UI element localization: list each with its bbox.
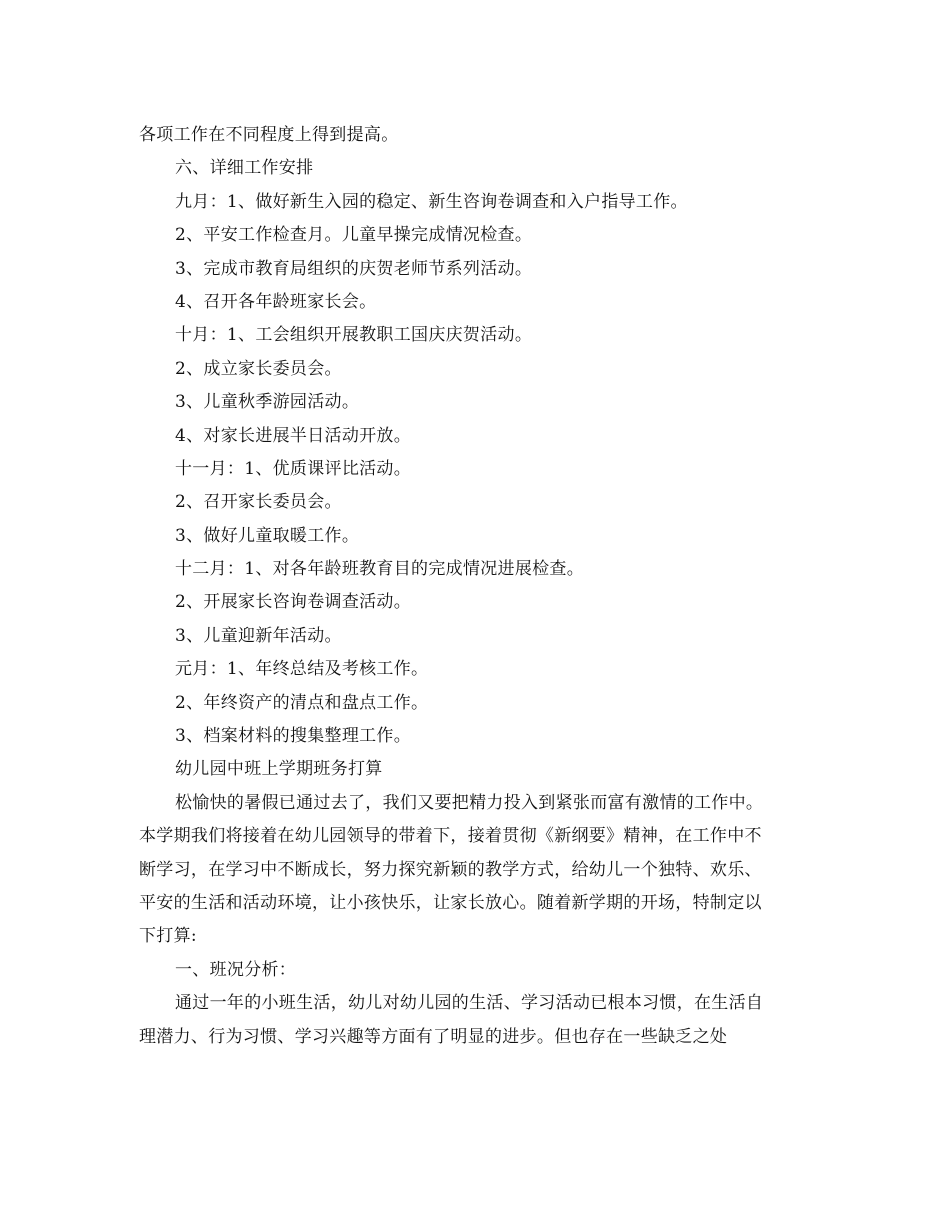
text-line: 元月：1、年终总结及考核工作。 bbox=[175, 659, 429, 680]
text-line: 十二月：1、对各年龄班教育目的完成情况进展检查。 bbox=[175, 559, 585, 580]
text-line: 4、对家长进展半日活动开放。 bbox=[175, 425, 412, 446]
text-line: 2、召开家长委员会。 bbox=[175, 492, 342, 513]
text-line: 各项工作在不同程度上得到提高。 bbox=[139, 125, 399, 145]
document-subtitle: 幼儿园中班上学期班务打算 bbox=[175, 759, 383, 780]
text-line: 2、平安工作检查月。儿童早操完成情况检查。 bbox=[175, 225, 533, 246]
text-line: 2、开展家长咨询卷调查活动。 bbox=[175, 592, 412, 613]
section-heading: 一、班况分析： bbox=[175, 959, 297, 980]
text-line: 断学习，在学习中不断成长，努力探究新颖的教学方式，给幼儿一个独特、欢乐、 bbox=[139, 859, 762, 880]
text-line: 3、完成市教育局组织的庆贺老师节系列活动。 bbox=[175, 258, 533, 279]
text-line: 九月：1、做好新生入园的稳定、新生咨询卷调查和入户指导工作。 bbox=[175, 191, 688, 212]
text-line: 松愉快的暑假已通过去了，我们又要把精力投入到紧张而富有激情的工作中。 bbox=[175, 792, 764, 813]
text-line: 平安的生活和活动环境，让小孩快乐，让家长放心。随着新学期的开场，特制定以 bbox=[139, 892, 762, 913]
document-body bbox=[139, 119, 819, 1054]
text-line: 理潜力、行为习惯、学习兴趣等方面有了明显的进步。但也存在一些缺乏之处 bbox=[139, 1026, 728, 1047]
text-line: 十月：1、工会组织开展教职工国庆庆贺活动。 bbox=[175, 325, 533, 346]
text-line: 3、档案材料的搜集整理工作。 bbox=[175, 726, 412, 747]
text-line: 十一月：1、优质课评比活动。 bbox=[175, 458, 412, 479]
text-line: 通过一年的小班生活，幼儿对幼儿园的生活、学习活动已根本习惯，在生活自 bbox=[175, 993, 764, 1014]
section-heading: 六、详细工作安排 bbox=[175, 158, 314, 179]
text-line: 下打算: bbox=[139, 926, 197, 947]
text-line: 3、儿童迎新年活动。 bbox=[175, 625, 342, 646]
text-line: 3、儿童秋季游园活动。 bbox=[175, 392, 360, 413]
text-line: 3、做好儿童取暖工作。 bbox=[175, 525, 360, 546]
text-line: 4、召开各年龄班家长会。 bbox=[175, 291, 377, 312]
text-line: 本学期我们将接着在幼儿园领导的带着下，接着贯彻《新纲要》精神，在工作中不 bbox=[139, 826, 762, 847]
text-line: 2、年终资产的清点和盘点工作。 bbox=[175, 692, 429, 713]
text-line: 2、成立家长委员会。 bbox=[175, 358, 342, 379]
